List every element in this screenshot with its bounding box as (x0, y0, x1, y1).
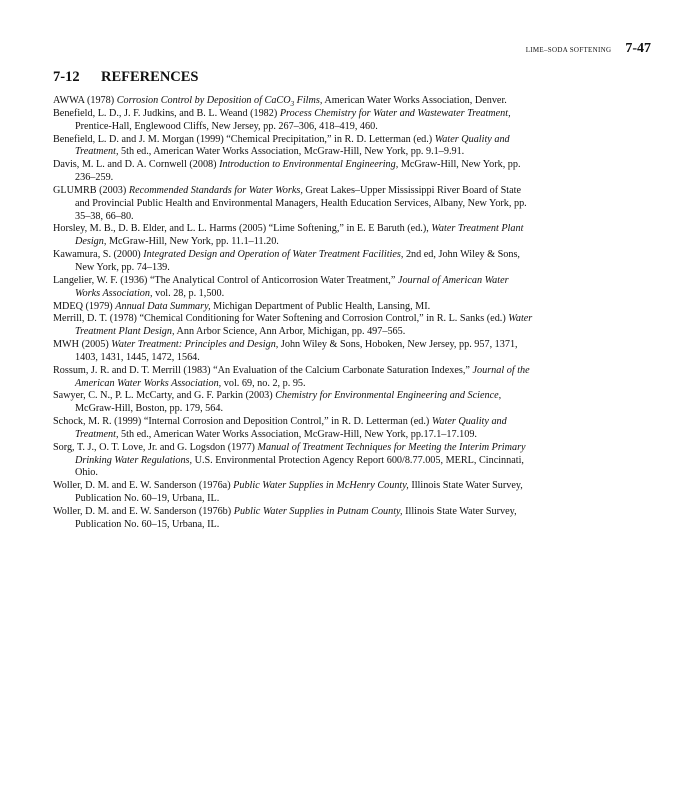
reference-title: Manual of Treatment Techniques for Meeting the Interim Primary Drinking Water Regulations, (75, 441, 526, 466)
reference-authors: Schock, M. R. (1999) “Internal Corrosion and Deposition Control,” in R. D. Letterman (ed.) (53, 416, 432, 428)
reference-title: Process Chemistry for Water and Wastewater Treatment, (279, 107, 511, 119)
reference-entry (53, 185, 533, 224)
reference-authors: Benefield, L. D. and J. M. Morgan (1999) “Chemical Precipitation,” in R. D. Letterman (ed.) (53, 133, 435, 145)
reference-title-cont: Films, (294, 95, 323, 106)
reference-publication: 5th ed., American Water Works Association, McGraw-Hill, New York, pp. 9.1–9.91. (118, 146, 465, 158)
reference-publication: Michigan Department of Public Health, Lansing, MI. (210, 300, 431, 312)
reference-title: Journal of the American Water Works Association, (75, 364, 530, 389)
reference-publication: John Wiley & Sons, Hoboken, New Jersey, pp. 957, 1371, 1403, 1431, 1445, 1472, 1564. (75, 339, 518, 363)
reference-authors: MDEQ (1979) (53, 300, 116, 312)
reference-authors: Woller, D. M. and E. W. Sanderson (1976a) (53, 480, 234, 492)
reference-title: Corrosion Control by Deposition of CaCO (116, 95, 291, 106)
reference-authors: Rossum, J. R. and D. T. Merrill (1983) “An Evaluation of the Calcium Carbonate Saturation Indexes,” (53, 364, 473, 376)
reference-title: Water Quality and Treatment, (75, 416, 507, 440)
reference-publication: American Water Works Association, Denver. (322, 95, 507, 106)
reference-entry (53, 108, 533, 134)
reference-authors: Sorg, T. J., O. T. Love, Jr. and G. Logsdon (1977) (53, 441, 258, 453)
reference-subscript: 3 (290, 100, 295, 109)
reference-title: Journal of American Water Works Association, (75, 274, 509, 299)
reference-publication: 5th ed., American Water Works Association, McGraw-Hill, New York, pp.17.1–17.109. (118, 428, 477, 440)
reference-list (53, 95, 533, 532)
running-head (526, 41, 651, 57)
reference-title-formula (290, 95, 323, 109)
reference-publication: Prentice-Hall, Englewood Cliffs, New Jersey, pp. 267–306, 418–419, 460. (75, 120, 378, 132)
reference-publication: Great Lakes–Upper Mississippi River Board of State and Provincial Public Health and Environmental Managers, Health Education Services, Albany, New York, pp. 35–38, 66–80. (75, 184, 527, 222)
reference-authors: Davis, M. L. and D. A. Cornwell (2008) (53, 159, 220, 171)
reference-entry (53, 480, 533, 506)
section-number: 7-12 (53, 69, 80, 85)
running-title: LIME–SODA SOFTENING (525, 46, 612, 54)
reference-publication: Illinois State Water Survey, Publication No. 60–19, Urbana, IL. (75, 480, 523, 505)
reference-publication: 2nd ed, John Wiley & Sons, New York, pp. 74–139. (75, 249, 520, 273)
reference-entry (53, 442, 533, 481)
reference-authors: Langelier, W. F. (1936) “The Analytical Control of Anticorrosion Water Treatment,” (53, 274, 398, 286)
page-number: 7-47 (625, 41, 651, 56)
reference-entry (53, 416, 533, 442)
reference-publication: Illinois State Water Survey, Publication No. 60–15, Urbana, IL. (75, 506, 517, 530)
reference-authors: MWH (2005) (53, 339, 112, 351)
reference-authors: Benefield, L. D., J. F. Judkins, and B. L. Weand (1982) (53, 107, 280, 119)
reference-entry (53, 95, 533, 108)
reference-authors: Woller, D. M. and E. W. Sanderson (1976b) (53, 506, 234, 517)
reference-publication: U.S. Environmental Protection Agency Report 600/8.77.005, MERL, Cincinnati, Ohio. (75, 454, 524, 479)
reference-entry (53, 313, 533, 339)
reference-entry (53, 223, 533, 249)
reference-title: Public Water Supplies in McHenry County, (233, 480, 409, 492)
reference-entry (53, 301, 533, 314)
reference-entry (53, 365, 533, 391)
reference-entry (53, 134, 533, 160)
reference-title: Water Quality and Treatment, (75, 133, 510, 158)
reference-publication: McGraw-Hill, New York, pp. 236–259. (75, 159, 521, 184)
reference-title: Chemistry for Environmental Engineering and Science, (275, 390, 502, 402)
reference-publication: vol. 69, no. 2, p. 95. (221, 377, 306, 389)
reference-authors: GLUMRB (2003) (53, 184, 129, 196)
reference-entry (53, 249, 533, 275)
reference-title: Water Treatment: Principles and Design, (111, 339, 279, 351)
reference-title: Recommended Standards for Water Works, (128, 184, 303, 196)
section-heading (53, 69, 199, 86)
reference-title: Water Treatment Plant Design, (75, 223, 524, 248)
reference-authors: Kawamura, S. (2000) (53, 249, 144, 261)
reference-authors: Sawyer, C. N., P. L. McCarty, and G. F. Parkin (2003) (53, 390, 276, 402)
reference-entry (53, 506, 533, 532)
reference-title: Annual Data Summary, (115, 300, 211, 312)
reference-title: Integrated Design and Operation of Water Treatment Facilities, (143, 249, 404, 261)
reference-publication: McGraw-Hill, Boston, pp. 179, 564. (75, 403, 223, 415)
reference-entry (53, 339, 533, 365)
reference-authors: Merrill, D. T. (1978) “Chemical Conditioning for Water Softening and Corrosion Control,” in R. L. Sanks (ed.) (53, 313, 509, 325)
reference-publication: Ann Arbor Science, Ann Arbor, Michigan, pp. 497–565. (174, 326, 406, 338)
reference-publication: McGraw-Hill, New York, pp. 11.1–11.20. (106, 236, 279, 248)
reference-title: Public Water Supplies in Putnam County, (233, 506, 403, 517)
reference-title: Introduction to Environmental Engineering, (219, 159, 399, 171)
reference-entry (53, 390, 533, 416)
reference-publication: vol. 28, p. 1,500. (152, 287, 225, 299)
reference-entry (53, 275, 533, 301)
section-title: REFERENCES (101, 69, 199, 85)
reference-entry (53, 159, 533, 185)
reference-title: Water Treatment Plant Design, (75, 313, 533, 338)
reference-authors: Horsley, M. B., D. B. Elder, and L. L. Harms (2005) “Lime Softening,” in E. E Baruth (ed.), (53, 223, 432, 235)
reference-authors: AWWA (1978) (53, 95, 117, 106)
